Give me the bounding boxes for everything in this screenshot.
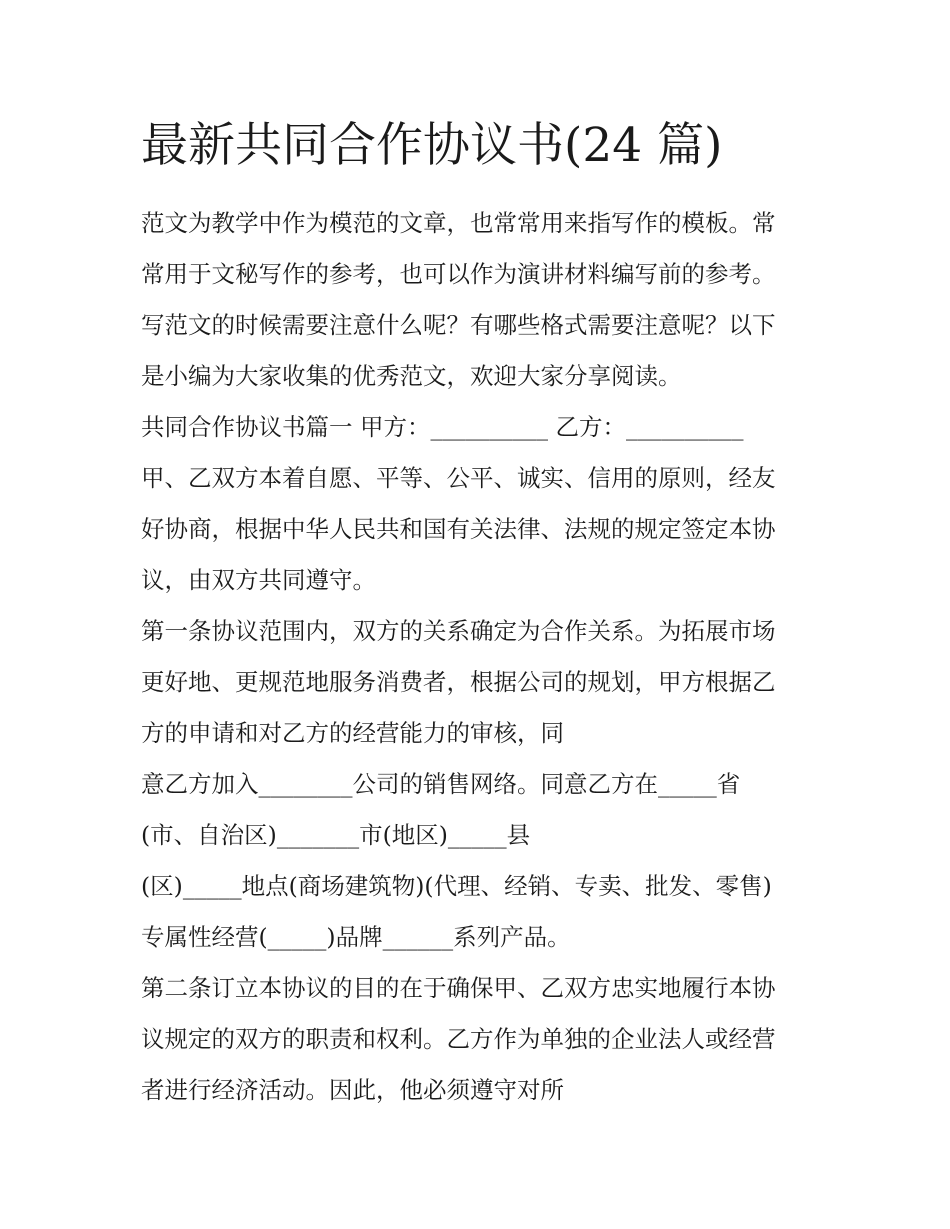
text-line: 议，由双方共同遵守。 — [141, 566, 376, 594]
text-line: (市、自治区)_______市(地区)_____县 — [141, 821, 531, 849]
text-line: 共同合作协议书篇一 甲方：__________ 乙方：__________ — [141, 413, 744, 441]
text-line: 甲、乙双方本着自愿、平等、公平、诚实、信用的原则，经友 — [141, 464, 776, 492]
text-line: 第一条协议范围内，双方的关系确定为合作关系。为拓展市场 — [141, 617, 776, 645]
text-line: 好协商，根据中华人民共和国有关法律、法规的规定签定本协 — [141, 515, 776, 543]
document-body — [141, 198, 821, 1116]
text-line: 第二条订立本协议的目的在于确保甲、乙双方忠实地履行本协 — [141, 974, 776, 1002]
text-line: 者进行经济活动。因此，他必须遵守对所 — [141, 1076, 564, 1104]
text-line: 是小编为大家收集的优秀范文，欢迎大家分享阅读。 — [141, 362, 682, 390]
text-line: 议规定的双方的职责和权利。乙方作为单独的企业法人或经营 — [141, 1025, 776, 1053]
text-line: 常用于文秘写作的参考，也可以作为演讲材料编写前的参考。 — [141, 260, 776, 288]
text-line: 方的申请和对乙方的经营能力的审核，同 — [141, 719, 564, 747]
text-line: (区)_____地点(商场建筑物)(代理、经销、专卖、批发、零售) — [141, 872, 772, 900]
text-line: 意乙方加入________公司的销售网络。同意乙方在_____省 — [141, 770, 741, 798]
document-title: 最新共同合作协议书(24 篇) — [141, 118, 723, 173]
text-line: 专属性经营(_____)品牌______系列产品。 — [141, 923, 571, 951]
text-line: 范文为教学中作为模范的文章，也常常用来指写作的模板。常 — [141, 209, 776, 237]
text-line: 更好地、更规范地服务消费者，根据公司的规划，甲方根据乙 — [141, 668, 776, 696]
text-line: 写范文的时候需要注意什么呢？有哪些格式需要注意呢？以下 — [141, 311, 776, 339]
